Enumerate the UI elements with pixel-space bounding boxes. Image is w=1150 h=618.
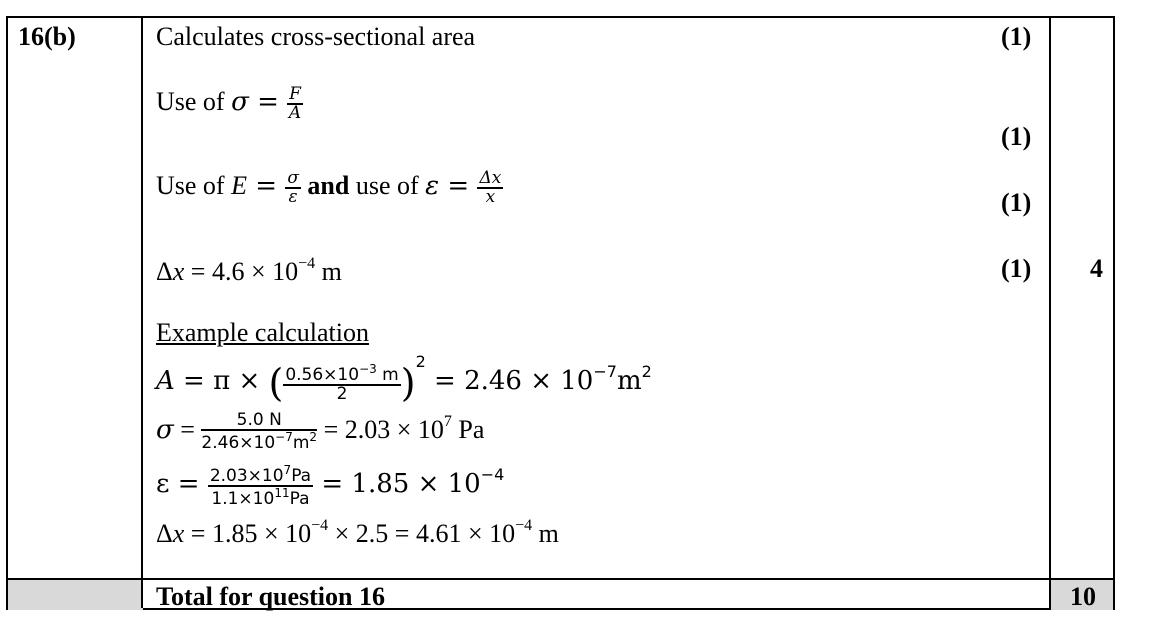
row-divider [8, 578, 1113, 580]
example-heading: Example calculation [156, 318, 369, 347]
criterion-2: Use of σ = $\frac{F}{A}$ [156, 84, 302, 123]
column-divider [141, 18, 143, 608]
criterion-4-mark: (1) [1001, 254, 1032, 283]
total-row-shade [8, 580, 143, 610]
example-line-area: A = π × ( $\frac{0.56\times 10^{-3} m}{2}$ )$^2 = 2.46 \times 10^{-7}m^2$ [156, 352, 652, 406]
total-label: Total for question 16 [156, 582, 385, 611]
criterion-3-mark: (1) [1001, 188, 1032, 217]
criterion-1-mark: (1) [1001, 22, 1032, 51]
criterion-2-mark: (1) [1001, 122, 1032, 151]
criterion-3: Use of E = $\frac{\sigma}{\varepsilon}$ and use of ε = $\frac{\Delta x}{x}$ [156, 168, 502, 207]
question-number: 16(b) [18, 22, 76, 51]
column-divider [1049, 18, 1051, 608]
criterion-4: $\Delta x = 4.6 \times 10^{-4}$ m [156, 255, 342, 286]
total-marks: 10 [1070, 582, 1096, 611]
example-line-extension: $\Delta x = 1.85 \times 10^{-4} \times 2.5 = 4.61 \times 10^{-4}$ m [156, 517, 559, 548]
mark-scheme-table [6, 16, 1115, 610]
question-marks-total: 4 [1090, 254, 1103, 283]
example-line-stress: σ = $\frac{5.0 N}{2.46\times 10^{-7}m^2}$ = $2.03 \times 10^7$ Pa [156, 410, 485, 453]
example-line-strain: ε = $\frac{2.03\times 10^7Pa}{1.1\times 10^{11}Pa}$ = $1.85 \times 10^{-4}$ [156, 463, 505, 509]
criterion-1: Calculates cross-sectional area [156, 22, 476, 51]
